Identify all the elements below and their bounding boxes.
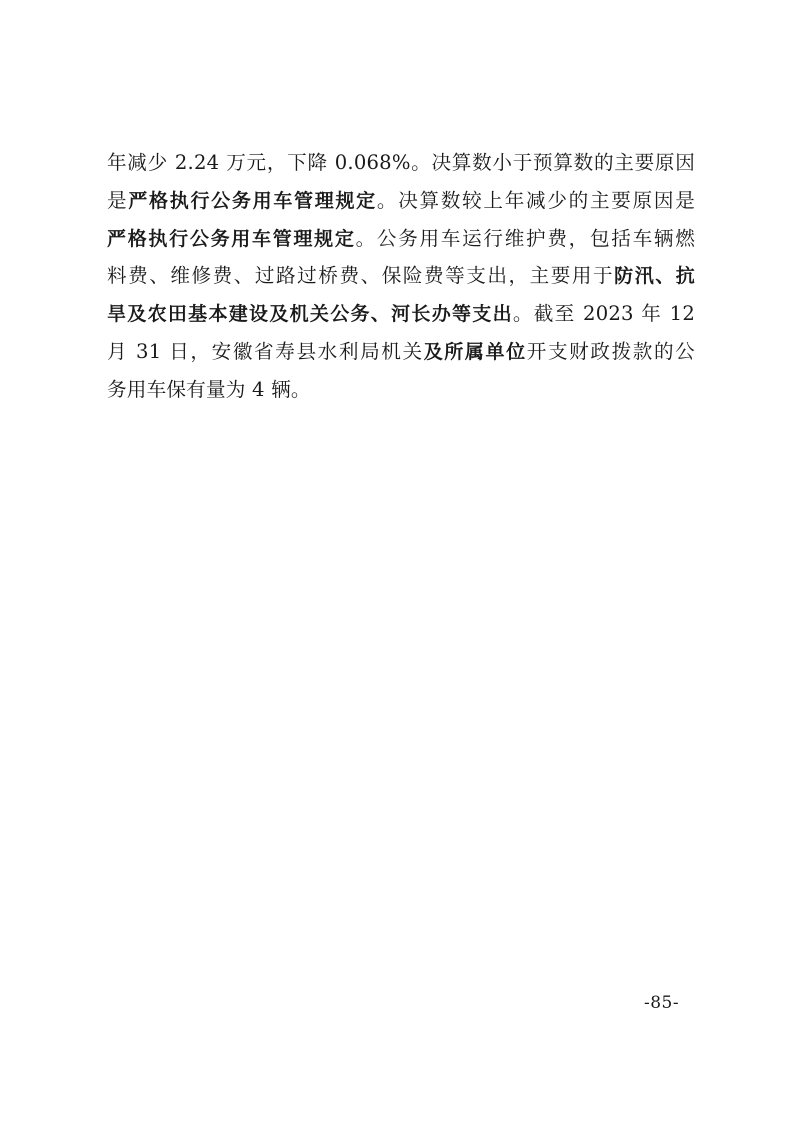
paragraph-line: [107, 371, 695, 409]
text-run: 务用车保有量为 4 辆。: [107, 377, 311, 401]
bold-text-run: 防汛、抗: [614, 265, 695, 288]
text-run: 年减少 2.24 万元，下降 0.068%。决算数小于预算数的主要原因: [107, 151, 695, 174]
paragraph-line: [107, 144, 695, 182]
text-run: 。截至 2023 年 12: [512, 302, 695, 326]
paragraph-line: [107, 333, 695, 371]
bold-text-run: 严格执行公务用车管理规定: [128, 189, 377, 212]
text-run: 月 31 日，安徽省寿县水利局机关: [107, 339, 424, 363]
paragraph-line: [107, 257, 695, 295]
text-run: 。公务用车运行维护费，包括车辆燃: [355, 226, 695, 250]
text-run: 。决算数较上年减少的主要原因是: [376, 188, 695, 212]
bold-text-run: 及所属单位: [423, 340, 527, 363]
body-paragraph: [107, 144, 695, 409]
paragraph-line: [107, 295, 695, 333]
text-run: 是: [107, 188, 129, 212]
page-number: -85-: [644, 993, 680, 1013]
text-run: 料费、维修费、过路过桥费、保险费等支出，主要用于: [107, 264, 615, 288]
text-run: 开支财政拨款的公: [526, 339, 695, 363]
bold-text-run: 旱及农田基本建设及机关公务、河长办等支出: [107, 303, 513, 326]
paragraph-line: [107, 220, 695, 258]
paragraph-line: [107, 182, 695, 220]
bold-text-run: 严格执行公务用车管理规定: [107, 227, 356, 250]
